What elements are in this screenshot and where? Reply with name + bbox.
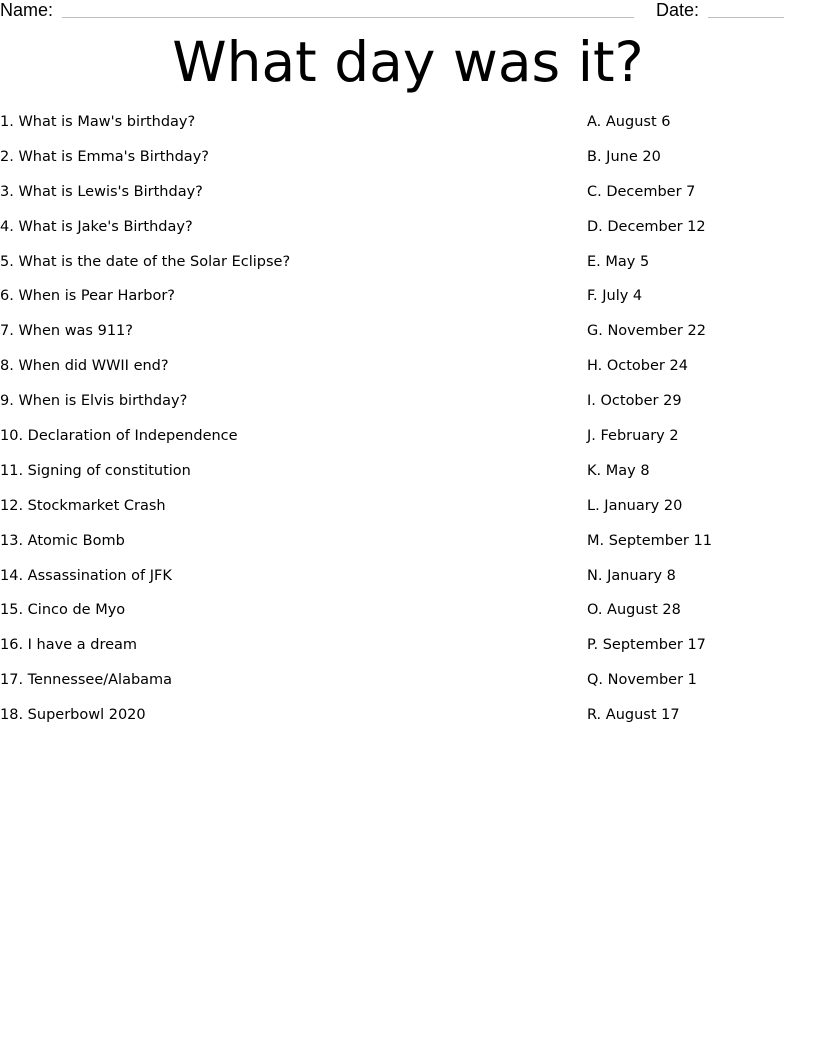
answer-item: H. October 24 bbox=[587, 358, 688, 375]
answer-item: O. August 28 bbox=[587, 602, 681, 619]
question-item: 3. What is Lewis's Birthday? bbox=[0, 183, 203, 200]
question-item: 7. When was 911? bbox=[0, 323, 133, 340]
question-item: 2. What is Emma's Birthday? bbox=[0, 148, 209, 165]
answer-item: Q. November 1 bbox=[587, 672, 697, 689]
question-item: 9. When is Elvis birthday? bbox=[0, 393, 188, 410]
answer-item: M. September 11 bbox=[587, 532, 712, 549]
page-title: What day was it? bbox=[172, 30, 644, 94]
answer-item: E. May 5 bbox=[587, 253, 650, 270]
date-field[interactable] bbox=[708, 17, 784, 18]
question-item: 11. Signing of constitution bbox=[0, 462, 191, 479]
answer-item: I. October 29 bbox=[587, 393, 682, 410]
name-label: Name: bbox=[0, 0, 54, 20]
answer-item: N. January 8 bbox=[587, 567, 676, 584]
questions-list bbox=[0, 112, 560, 740]
answer-item: C. December 7 bbox=[587, 183, 696, 200]
answer-item: R. August 17 bbox=[587, 707, 680, 724]
answer-item: G. November 22 bbox=[587, 323, 706, 340]
question-item: 4. What is Jake's Birthday? bbox=[0, 218, 193, 235]
question-item: 13. Atomic Bomb bbox=[0, 532, 125, 549]
answer-item: B. June 20 bbox=[587, 148, 661, 165]
question-item: 12. Stockmarket Crash bbox=[0, 497, 166, 514]
question-item: 15. Cinco de Myo bbox=[0, 602, 126, 619]
question-item: 6. When is Pear Harbor? bbox=[0, 288, 175, 305]
date-label: Date: bbox=[656, 0, 700, 20]
answer-item: D. December 12 bbox=[587, 218, 706, 235]
question-item: 5. What is the date of the Solar Eclipse? bbox=[0, 253, 291, 270]
question-item: 14. Assassination of JFK bbox=[0, 567, 172, 584]
answer-item: F. July 4 bbox=[587, 288, 643, 305]
answer-item: A. August 6 bbox=[587, 114, 671, 130]
answer-item: P. September 17 bbox=[587, 637, 706, 654]
question-item: 16. I have a dream bbox=[0, 637, 138, 654]
question-item: 18. Superbowl 2020 bbox=[0, 707, 146, 724]
question-item: 17. Tennessee/Alabama bbox=[0, 672, 173, 689]
answer-item: K. May 8 bbox=[587, 462, 650, 479]
answer-item: L. January 20 bbox=[587, 497, 683, 514]
name-field[interactable] bbox=[62, 17, 634, 18]
question-item: 8. When did WWII end? bbox=[0, 358, 169, 375]
answer-item: J. February 2 bbox=[587, 428, 679, 445]
question-item: 1. What is Maw's birthday? bbox=[0, 114, 196, 130]
question-item: 10. Declaration of Independence bbox=[0, 428, 238, 445]
worksheet-header bbox=[0, 0, 816, 24]
answers-list bbox=[587, 112, 812, 740]
